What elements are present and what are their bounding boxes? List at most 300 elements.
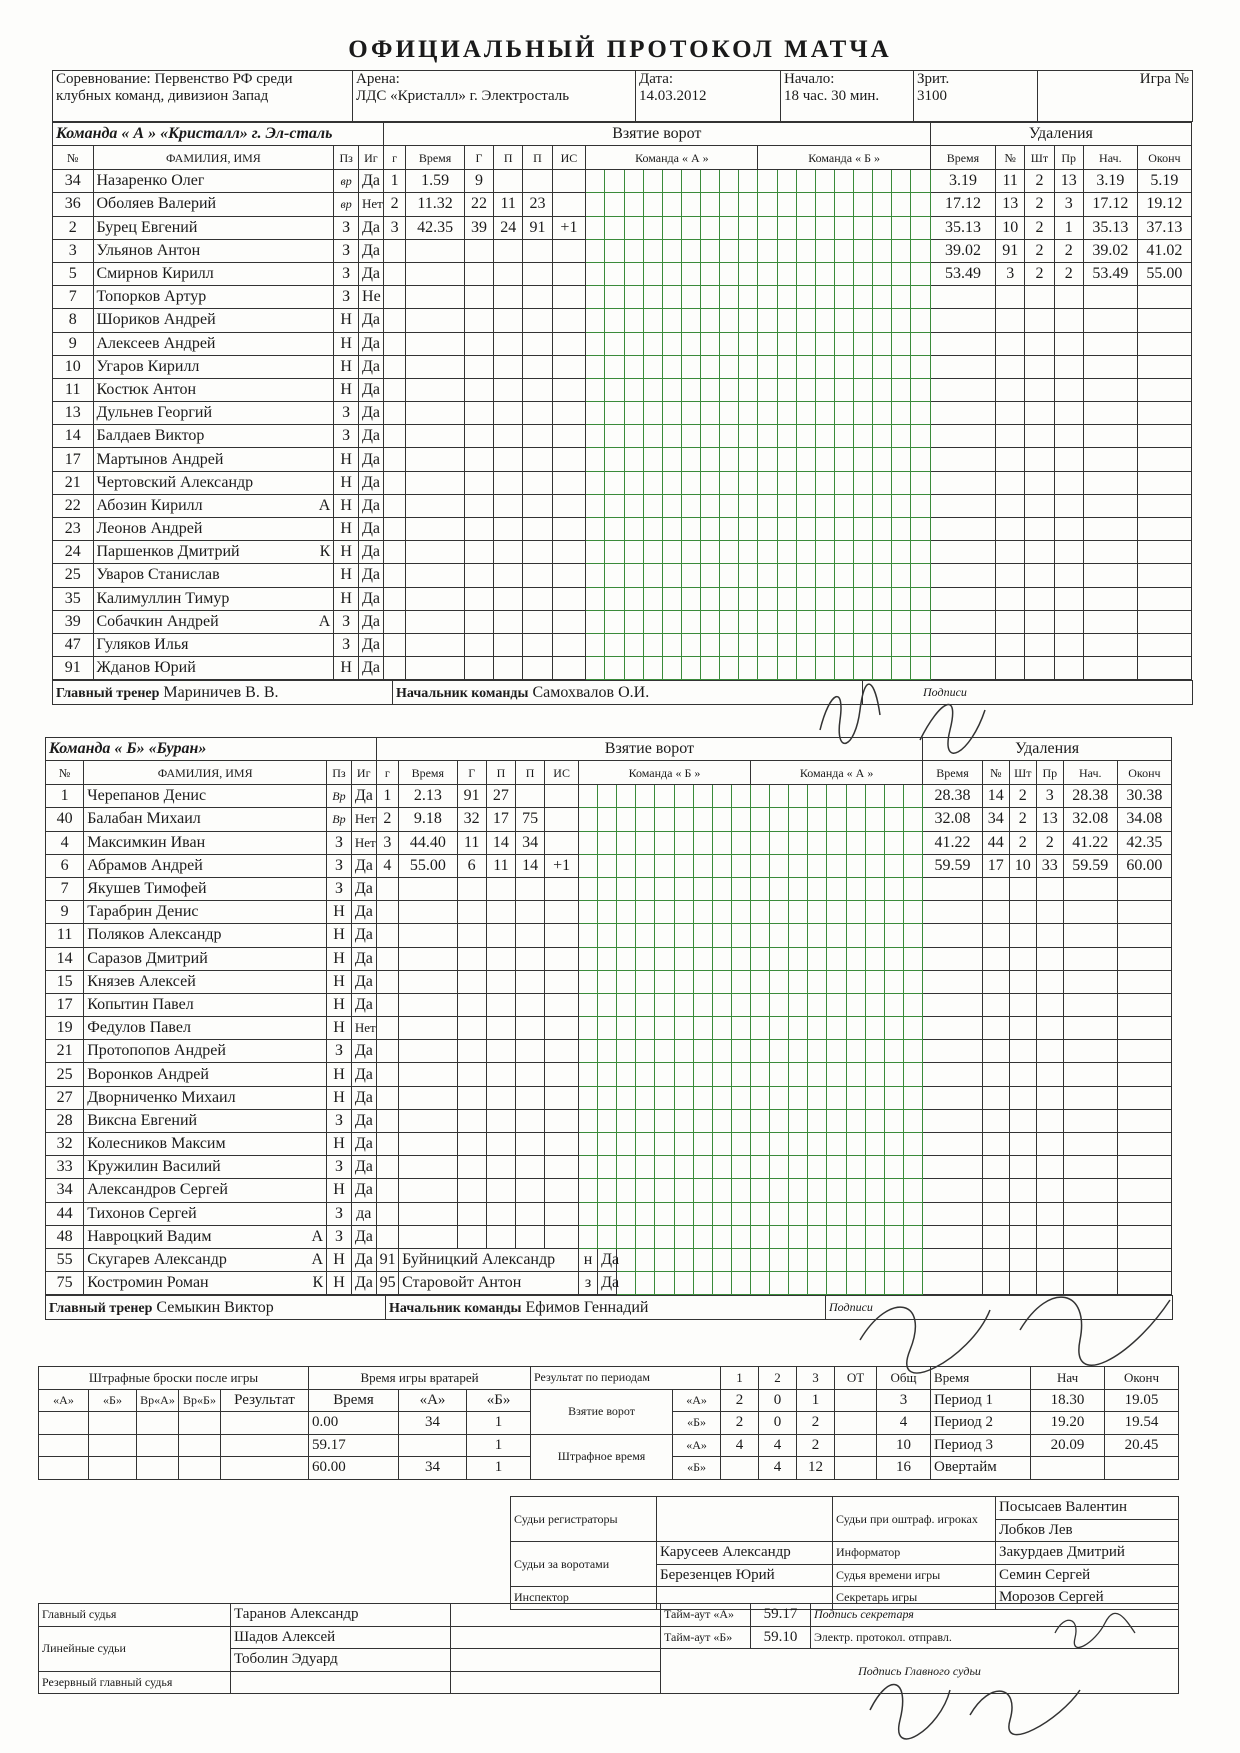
grid-cell	[586, 402, 605, 425]
penalty-cell: 28.38	[1063, 785, 1117, 808]
grid-cell	[731, 901, 750, 924]
grid-cell	[750, 993, 769, 1016]
penalty-cell	[1083, 448, 1137, 471]
grid-cell	[598, 877, 617, 900]
grid-cell	[662, 286, 681, 309]
grid-cell	[911, 610, 930, 633]
player-played: Да	[359, 633, 384, 656]
grid-cell	[624, 170, 643, 193]
grid-cell	[770, 1202, 789, 1225]
goal-cell	[552, 355, 586, 378]
goal-cell	[406, 309, 465, 332]
grid-cell	[720, 471, 739, 494]
grid-cell	[808, 877, 827, 900]
grid-cell	[693, 1063, 712, 1086]
player-row	[53, 402, 1192, 425]
grid-cell	[796, 193, 815, 216]
grid-cell	[827, 1040, 846, 1063]
player-number: 21	[53, 471, 94, 494]
grid-cell	[903, 1156, 922, 1179]
grid-cell	[834, 262, 853, 285]
grid-cell	[655, 947, 674, 970]
goal-cell: 24	[494, 216, 523, 239]
penalty-cell	[996, 402, 1025, 425]
grid-cell	[827, 1063, 846, 1086]
grid-cell	[758, 216, 777, 239]
grid-cell	[712, 1179, 731, 1202]
grid-cell	[827, 1133, 846, 1156]
grid-cell	[854, 216, 873, 239]
goal-cell	[486, 1225, 515, 1248]
goal-cell	[516, 993, 545, 1016]
player-name: Оболяев Валерий	[93, 193, 334, 216]
signature-secretary	[1050, 1608, 1140, 1648]
penalty-cell	[1025, 378, 1054, 401]
penalty-cell: 60.00	[1117, 854, 1171, 877]
grid-cell	[712, 1109, 731, 1132]
penalty-cell	[1036, 947, 1063, 970]
goal-cell	[406, 564, 465, 587]
goal-cell	[545, 1202, 579, 1225]
player-played: Да	[359, 425, 384, 448]
penalty-cell: 53.49	[1083, 262, 1137, 285]
goal-cell	[406, 633, 465, 656]
grid-cell	[854, 262, 873, 285]
player-position: З	[334, 216, 359, 239]
penalty-cell	[1083, 541, 1137, 564]
penalty-cell	[1137, 518, 1191, 541]
grid-cell	[720, 657, 739, 680]
grid-cell	[884, 1063, 903, 1086]
penalty-cell	[1063, 947, 1117, 970]
grid-cell	[739, 170, 758, 193]
goal-cell	[383, 518, 406, 541]
penalty-cell	[982, 1017, 1009, 1040]
grid-cell	[655, 1109, 674, 1132]
grid-cell	[770, 993, 789, 1016]
grid-cell	[777, 378, 796, 401]
player-name: Угаров Кирилл	[93, 355, 334, 378]
grid-cell	[846, 1086, 865, 1109]
goal-cell	[545, 947, 579, 970]
player-name: Калимуллин Тимур	[93, 587, 334, 610]
signature-team-b	[850, 1270, 1180, 1380]
grid-cell	[884, 1040, 903, 1063]
goal-cell	[523, 471, 552, 494]
player-position: Н	[327, 1017, 352, 1040]
grid-cell	[662, 239, 681, 262]
grid-cell	[731, 1063, 750, 1086]
grid-cell	[815, 309, 834, 332]
player-position: З	[327, 1225, 352, 1248]
goal-cell	[523, 518, 552, 541]
player-number: 19	[46, 1017, 84, 1040]
grid-cell	[796, 610, 815, 633]
grid-cell	[681, 425, 700, 448]
grid-cell	[624, 378, 643, 401]
grid-cell	[586, 633, 605, 656]
grid-cell	[605, 170, 624, 193]
grid-cell	[598, 993, 617, 1016]
grid-cell	[712, 993, 731, 1016]
goal-cell	[552, 657, 586, 680]
penalty-cell	[1137, 471, 1191, 494]
grid-cell	[796, 448, 815, 471]
player-number: 44	[46, 1202, 84, 1225]
penalty-cell	[1117, 970, 1171, 993]
player-name: Тихонов Сергей	[84, 1202, 327, 1225]
grid-cell	[911, 448, 930, 471]
penalty-cell	[996, 355, 1025, 378]
grid-cell	[578, 1202, 597, 1225]
grid-cell	[617, 1248, 636, 1271]
grid-cell	[674, 1133, 693, 1156]
grid-cell	[884, 947, 903, 970]
grid-cell	[731, 1179, 750, 1202]
grid-cell	[739, 448, 758, 471]
grid-cell	[643, 355, 662, 378]
grid-cell	[789, 1040, 808, 1063]
team-b-manager: Ефимов Геннадий	[525, 1298, 649, 1316]
goal-cell	[406, 518, 465, 541]
player-played: Да	[351, 785, 376, 808]
goal-cell	[383, 425, 406, 448]
goal-cell	[383, 657, 406, 680]
grid-cell	[758, 494, 777, 517]
penalty-cell	[930, 518, 995, 541]
grid-cell	[693, 1133, 712, 1156]
player-number: 75	[46, 1272, 84, 1295]
penalty-cell	[1009, 1248, 1036, 1271]
grid-cell	[636, 854, 655, 877]
linesman-2: Тоболин Эдуард	[231, 1649, 451, 1672]
player-played: Да	[359, 402, 384, 425]
player-position: З	[327, 831, 352, 854]
penalty-cell	[1036, 1040, 1063, 1063]
grid-cell	[655, 808, 674, 831]
goal-cell	[464, 448, 493, 471]
player-played: Да	[351, 1109, 376, 1132]
penalty-cell: 28.38	[923, 785, 983, 808]
grid-cell	[636, 1156, 655, 1179]
grid-cell	[693, 901, 712, 924]
penalty-cell	[923, 1063, 983, 1086]
grid-cell	[846, 1248, 865, 1271]
penalty-cell	[923, 1179, 983, 1202]
player-number: 6	[46, 854, 84, 877]
grid-cell	[655, 1272, 674, 1295]
grid-cell	[865, 970, 884, 993]
grid-cell	[892, 541, 911, 564]
grid-cell	[854, 587, 873, 610]
grid-cell	[624, 262, 643, 285]
grid-cell	[892, 633, 911, 656]
extra-player-number: 95	[376, 1272, 398, 1295]
player-position: Н	[334, 355, 359, 378]
player-name: Копытин Павел	[84, 993, 327, 1016]
goal-cell	[464, 633, 493, 656]
grid-cell	[815, 355, 834, 378]
grid-cell	[750, 1248, 769, 1271]
grid-cell	[598, 1109, 617, 1132]
goal-cell	[399, 1202, 457, 1225]
grid-cell	[796, 402, 815, 425]
player-name: Гуляков Илья	[93, 633, 334, 656]
penalty-cell	[1009, 1179, 1036, 1202]
grid-cell	[808, 1040, 827, 1063]
grid-cell	[758, 448, 777, 471]
goal-cell	[383, 448, 406, 471]
goal-cell	[494, 332, 523, 355]
grid-cell	[712, 877, 731, 900]
grid-cell	[643, 610, 662, 633]
grid-cell	[834, 425, 853, 448]
goal-cell	[376, 877, 398, 900]
penalty-cell	[930, 355, 995, 378]
player-row	[53, 355, 1192, 378]
referees-table: Главный судья Таранов Александр Тайм-аут «А» 59.17 Подпись секретаря Линейные судьи Шадов Алексей Тайм-аут «Б» 59.10 Электр. протокол. отправл. Тоболин Эдуард Подпись Главного судьи Резервный главный судья	[38, 1603, 1179, 1694]
grid-cell	[636, 1248, 655, 1271]
penalty-cell	[1063, 1086, 1117, 1109]
grid-cell	[854, 170, 873, 193]
grid-cell	[854, 425, 873, 448]
grid-cell	[662, 402, 681, 425]
penalty-cell: 13	[996, 193, 1025, 216]
goal-cell	[376, 947, 398, 970]
header-table	[52, 70, 1193, 122]
grid-cell	[712, 854, 731, 877]
grid-cell	[903, 901, 922, 924]
grid-cell	[598, 1086, 617, 1109]
grid-cell	[693, 808, 712, 831]
grid-cell	[903, 1063, 922, 1086]
grid-cell	[662, 170, 681, 193]
grid-cell	[846, 901, 865, 924]
grid-cell	[808, 1086, 827, 1109]
penalty-cell	[1063, 877, 1117, 900]
team-b-title: Команда « Б» «Буран»	[46, 738, 377, 761]
goal-cell: 91	[523, 216, 552, 239]
goal-cell	[545, 924, 579, 947]
penalty-cell	[930, 402, 995, 425]
player-number: 25	[46, 1063, 84, 1086]
grid-cell	[808, 1017, 827, 1040]
grid-cell	[617, 1109, 636, 1132]
grid-cell	[789, 854, 808, 877]
player-row	[53, 378, 1192, 401]
goalie-time-title: Время игры вратарей	[309, 1367, 531, 1390]
grid-cell	[827, 993, 846, 1016]
grid-cell	[911, 471, 930, 494]
grid-cell	[624, 657, 643, 680]
grid-cell	[777, 494, 796, 517]
grid-cell	[808, 808, 827, 831]
grid-cell	[808, 785, 827, 808]
penalty-cell	[1009, 1133, 1036, 1156]
grid-cell	[636, 1133, 655, 1156]
player-name: Якушев Тимофей	[84, 877, 327, 900]
penalty-cell	[1137, 564, 1191, 587]
grid-cell	[750, 808, 769, 831]
grid-cell	[598, 1017, 617, 1040]
penalty-cell	[923, 993, 983, 1016]
penalty-cell	[1063, 1040, 1117, 1063]
goal-cell	[516, 970, 545, 993]
goal-cell	[457, 1017, 486, 1040]
penalty-cell	[1083, 378, 1137, 401]
grid-cell	[827, 924, 846, 947]
grid-cell	[758, 657, 777, 680]
goal-cell	[457, 947, 486, 970]
goal-cell	[383, 587, 406, 610]
grid-cell	[808, 1156, 827, 1179]
player-name: Леонов Андрей	[93, 518, 334, 541]
grid-cell	[701, 262, 720, 285]
grid-cell	[777, 471, 796, 494]
grid-cell	[693, 947, 712, 970]
goal-cell	[494, 541, 523, 564]
goal-cell	[516, 1040, 545, 1063]
player-number: 7	[53, 286, 94, 309]
player-played: Да	[359, 355, 384, 378]
player-played: Да	[351, 970, 376, 993]
player-number: 21	[46, 1040, 84, 1063]
player-number: 17	[53, 448, 94, 471]
player-position: З	[334, 262, 359, 285]
penalty-cell	[1054, 448, 1083, 471]
grid-cell	[662, 541, 681, 564]
goal-cell	[406, 239, 465, 262]
grid-cell	[731, 1248, 750, 1271]
start-cell: Начало: 18 час. 30 мин.	[781, 71, 914, 122]
grid-cell	[739, 518, 758, 541]
grid-cell	[643, 402, 662, 425]
player-played: Нет	[351, 808, 376, 831]
grid-cell	[739, 239, 758, 262]
grid-cell	[598, 1063, 617, 1086]
grid-cell	[701, 286, 720, 309]
grid-cell	[758, 518, 777, 541]
player-role: А	[318, 496, 331, 514]
grid-cell	[605, 309, 624, 332]
grid-cell	[834, 332, 853, 355]
extra-player-position: з	[578, 1272, 597, 1295]
player-name: Абрамов Андрей	[84, 854, 327, 877]
grid-cell	[884, 970, 903, 993]
penalty-cell	[1137, 610, 1191, 633]
grid-cell	[815, 425, 834, 448]
goal-cell	[399, 1086, 457, 1109]
penalty-cell: 10	[996, 216, 1025, 239]
player-name: Чертовский Александр	[93, 471, 334, 494]
grid-cell	[624, 193, 643, 216]
penalty-cell: 11	[996, 170, 1025, 193]
goal-cell	[552, 193, 586, 216]
grid-cell	[739, 587, 758, 610]
grid-cell	[873, 541, 892, 564]
player-number: 10	[53, 355, 94, 378]
penalty-cell	[1036, 1017, 1063, 1040]
penalty-cell	[930, 587, 995, 610]
grid-cell	[605, 471, 624, 494]
penalty-cell	[996, 610, 1025, 633]
grid-cell	[865, 1156, 884, 1179]
goal-cell	[486, 1086, 515, 1109]
penalty-cell	[1137, 309, 1191, 332]
penalty-cell	[996, 541, 1025, 564]
goal-cell	[523, 239, 552, 262]
grid-cell	[834, 610, 853, 633]
penalty-cell	[1063, 924, 1117, 947]
player-row	[53, 494, 1192, 517]
grid-cell	[892, 402, 911, 425]
grid-cell	[693, 1225, 712, 1248]
goal-cell	[494, 471, 523, 494]
grid-cell	[578, 808, 597, 831]
grid-cell	[720, 541, 739, 564]
grid-cell	[655, 1225, 674, 1248]
goal-cell	[406, 378, 465, 401]
grid-cell	[624, 448, 643, 471]
arena: ЛДС «Кристалл» г. Электросталь	[356, 88, 570, 104]
goal-cell	[383, 262, 406, 285]
grid-cell	[789, 901, 808, 924]
grid-cell	[846, 924, 865, 947]
grid-cell	[598, 924, 617, 947]
goal-cell	[494, 587, 523, 610]
goal-cell	[552, 564, 586, 587]
goal-cell: 11	[494, 193, 523, 216]
grid-cell	[720, 494, 739, 517]
penalty-cell: 19.12	[1137, 193, 1191, 216]
player-name: Саразов Дмитрий	[84, 947, 327, 970]
grid-cell	[789, 1202, 808, 1225]
player-position: Н	[334, 541, 359, 564]
grid-cell	[865, 1248, 884, 1271]
grid-cell	[605, 448, 624, 471]
player-name: Шориков Андрей	[93, 309, 334, 332]
player-played: Да	[359, 471, 384, 494]
grid-cell	[693, 1086, 712, 1109]
player-role: К	[312, 1274, 324, 1292]
informer: Закурдаев Дмитрий	[996, 1542, 1179, 1565]
player-row	[53, 448, 1192, 471]
grid-cell	[846, 808, 865, 831]
player-row	[46, 831, 1172, 854]
grid-cell	[617, 877, 636, 900]
penalty-cell	[1083, 518, 1137, 541]
grid-cell	[617, 1040, 636, 1063]
shootout-title: Штрафные броски после игры	[39, 1367, 309, 1390]
team-a-title: Команда « А » «Кристалл» г. Эл-сталь	[53, 123, 384, 146]
grid-cell	[624, 309, 643, 332]
goal-cell	[523, 494, 552, 517]
goal-cell	[516, 1179, 545, 1202]
extra-player-played: Да	[598, 1248, 617, 1271]
grid-cell	[720, 216, 739, 239]
penalty-cell: 42.35	[1117, 831, 1171, 854]
grid-cell	[758, 633, 777, 656]
grid-cell	[636, 901, 655, 924]
penalty-cell: 34.08	[1117, 808, 1171, 831]
grid-cell	[777, 633, 796, 656]
grid-cell	[731, 831, 750, 854]
grid-cell	[884, 1179, 903, 1202]
penalty-cell	[923, 1040, 983, 1063]
goal-cell	[486, 1040, 515, 1063]
goal-cell	[457, 1133, 486, 1156]
team-a-manager: Самохвалов О.И.	[532, 683, 650, 701]
